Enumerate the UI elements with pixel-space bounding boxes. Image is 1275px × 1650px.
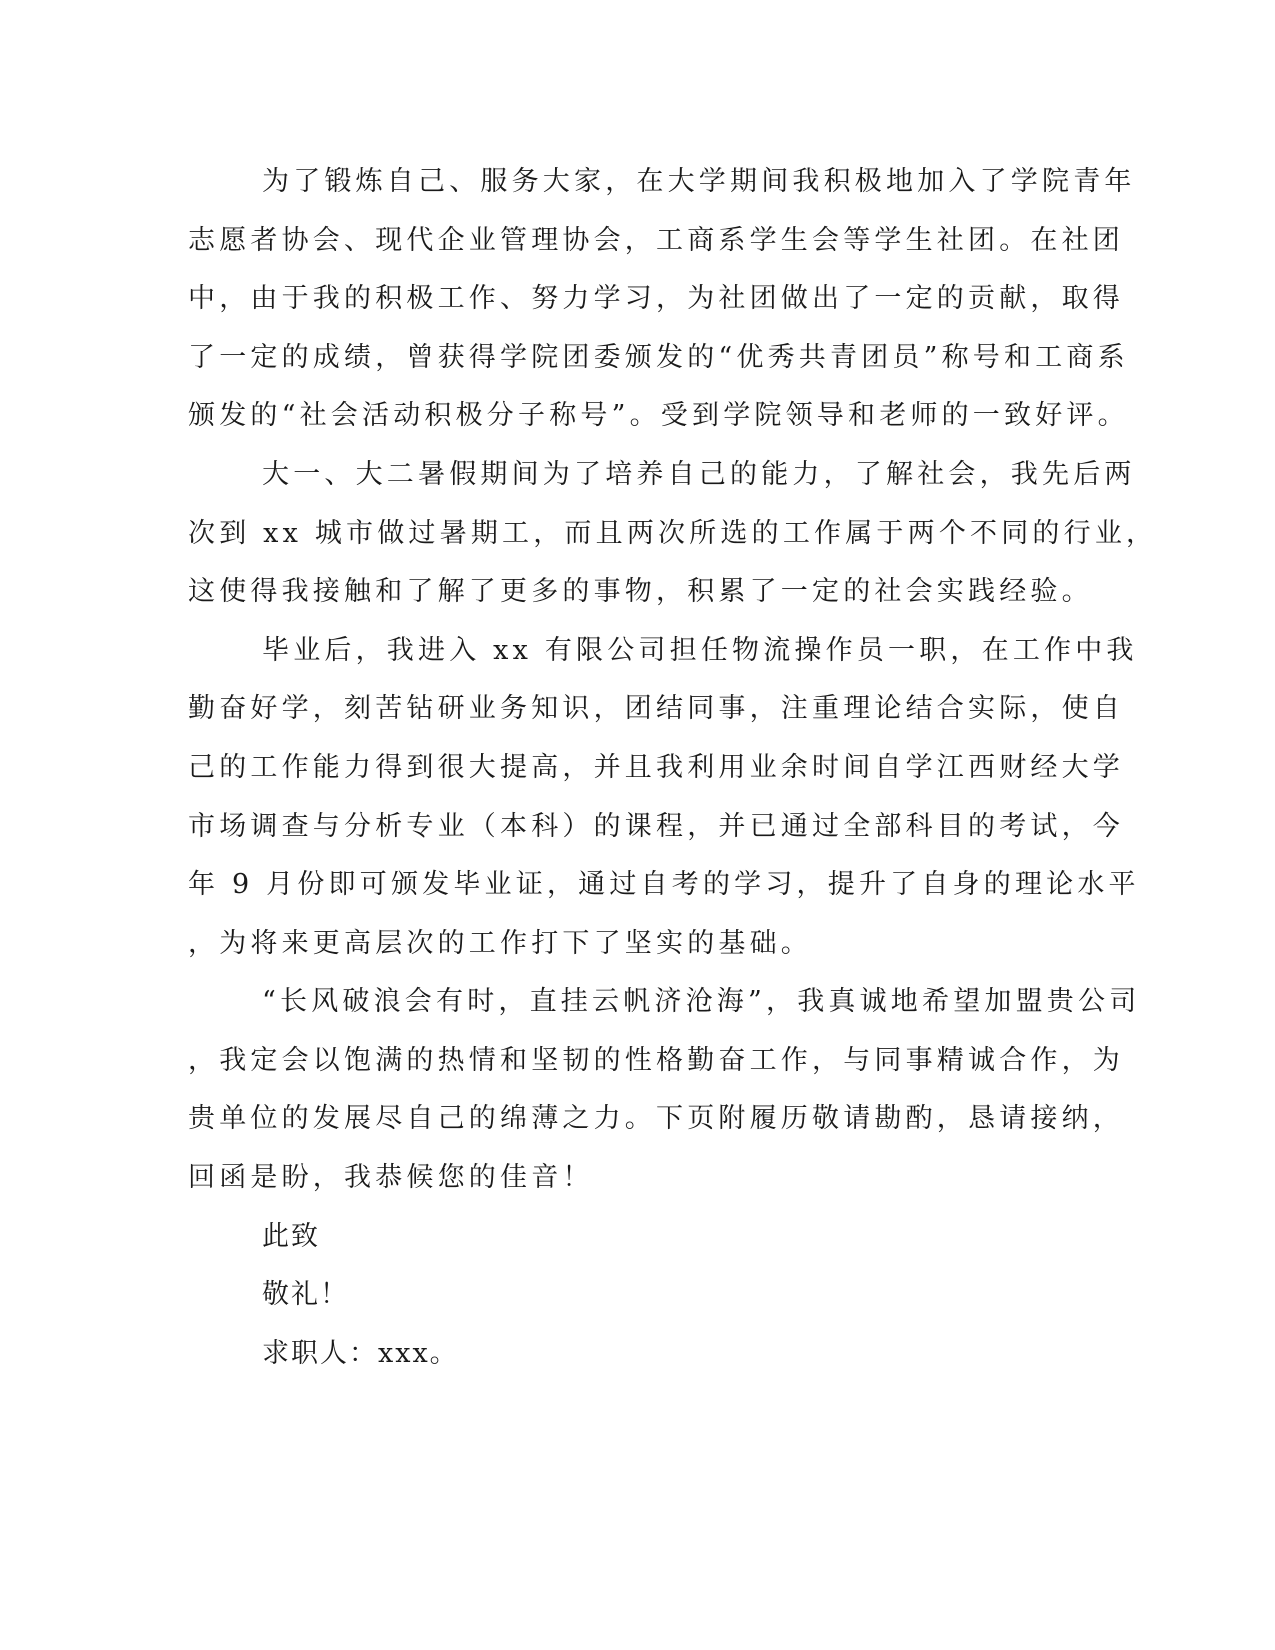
para3-line5: 年 9 月份即可颁发毕业证，通过自考的学习，提升了自身的理论水平 [188,869,1140,900]
para1-line1: 为了锻炼自己、服务大家，在大学期间我积极地加入了学院青年 [262,166,1136,197]
closing-salutation: 此致 [262,1221,320,1252]
para1-line4: 了一定的成绩，曾获得学院团委颁发的“优秀共青团员”称号和工商系 [188,342,1129,373]
para2-line2: 次到 xx 城市做过暑期工，而且两次所选的工作属于两个不同的行业， [188,518,1158,549]
para4-line3: 贵单位的发展尽自己的绵薄之力。下页附履历敬请勘酌，恳请接纳， [188,1103,1124,1134]
para2-line3: 这使得我接触和了解了更多的事物，积累了一定的社会实践经验。 [188,576,1093,607]
para3-line3: 己的工作能力得到很大提高，并且我利用业余时间自学江西财经大学 [188,752,1124,783]
para4-line2: ，我定会以饱满的热情和坚韧的性格勤奋工作，与同事精诚合作，为 [188,1045,1124,1076]
para1-line3: 中，由于我的积极工作、努力学习，为社团做出了一定的贡献，取得 [188,283,1124,314]
para4-line4: 回函是盼，我恭候您的佳音！ [188,1162,594,1193]
para3-line2: 勤奋好学，刻苦钻研业务知识，团结同事，注重理论结合实际，使自 [188,693,1124,724]
para1-line5: 颁发的“社会活动积极分子称号”。受到学院领导和老师的一致好评。 [188,400,1129,431]
closing-regards: 敬礼！ [262,1279,349,1310]
closing-signature: 求职人：xxx。 [262,1338,459,1369]
para4-line1: “长风破浪会有时，直挂云帆济沧海”，我真诚地希望加盟贵公司 [262,986,1141,1017]
para3-line1: 毕业后，我进入 xx 有限公司担任物流操作员一职，在工作中我 [262,635,1138,666]
para1-line2: 志愿者协会、现代企业管理协会，工商系学生会等学生社团。在社团 [188,225,1124,256]
para3-line4: 市场调查与分析专业（本科）的课程，并已通过全部科目的考试，今 [188,811,1124,842]
para2-line1: 大一、大二暑假期间为了培养自己的能力，了解社会，我先后两 [262,459,1136,490]
para3-line6: ，为将来更高层次的工作打下了坚实的基础。 [188,928,812,959]
